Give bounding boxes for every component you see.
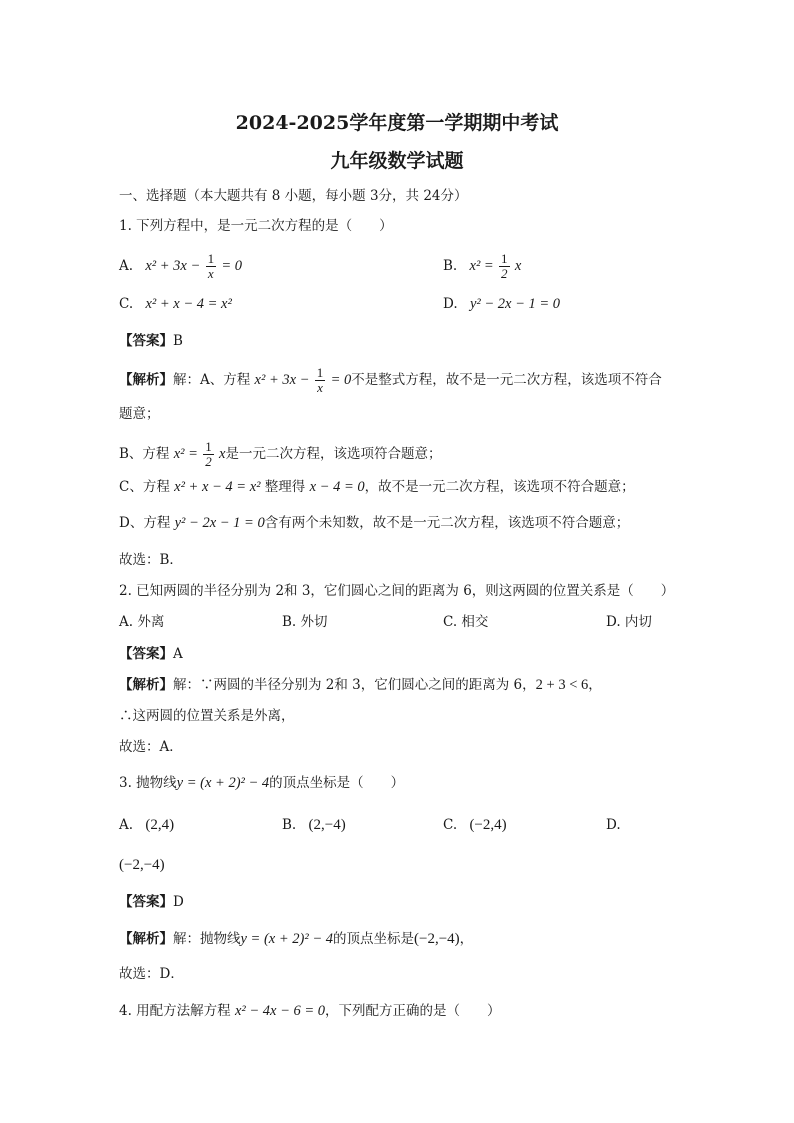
exam-title: 2024-2025学年度第一学期期中考试 [235,112,559,134]
q1-answer [119,331,183,351]
q2-analysis-line1: 【解析】解：∵两圆的半径分别为 2和 3，它们圆心之间的距离为 6，2 + 3 < 6， [119,677,602,693]
q1-option-b-fraction: $\frac{1}{2}$ [501,251,508,281]
q2-option-d: D. 内切 [606,614,652,630]
exam-subtitle: 九年级数学试题 [330,150,464,172]
q1-option-d-expr: y² − 2x − 1 = 0 [469,296,561,312]
q1-option-b [443,252,521,281]
q1-option-b-label: B. [443,258,458,274]
q1-analysis-b-fraction: $\frac{1}{2}$ [205,439,212,469]
analysis-tag: 【解析】 [119,372,173,388]
q1-analysis-d: D、方程 y² − 2x − 1 = 0含有两个未知数，故不是一元二次方程，该选项不符合题意； [119,515,630,531]
answer-value: A [173,646,183,662]
q2-option-a: A. 外离 [119,614,165,630]
q1-option-b-expr-right: x [514,258,522,274]
q1-option-a-expr-right: = 0 [221,258,243,274]
q4-stem: 4. 用配方法解方程 x² − 4x − 6 = 0，下列配方正确的是（ ） [119,1003,501,1019]
q3-stem: 3. 抛物线y = (x + 2)² − 4的顶点坐标是（ ） [119,775,405,791]
q1-conclusion: 故选：B． [119,552,183,568]
q1-option-a-label: A. [119,258,134,274]
q1-option-c-label: C. [119,296,134,312]
answer-tag: 【答案】 [119,333,173,349]
q3-conclusion: 故选：D． [119,966,184,982]
q2-option-c: C. 相交 [443,614,489,630]
answer-tag: 【答案】 [119,646,173,662]
answer-tag: 【答案】 [119,894,173,910]
q3-option-d: D. [606,817,621,833]
q1-analysis-a-fraction: $\frac{1}{x}$ [316,365,324,395]
answer-value: B [173,333,183,349]
q1-option-a [119,252,242,281]
q1-option-b-expr-left: x² = [469,258,494,274]
q3-option-a: A. (2,4) [119,817,175,833]
q3-analysis: 【解析】解：抛物线y = (x + 2)² − 4的顶点坐标是(−2,−4)， [119,931,474,947]
q1-option-d [443,294,560,314]
q1-analysis-c: C、方程 x² + x − 4 = x² 整理得 x − 4 = 0，故不是一元二次方程，该选项不符合题意； [119,479,635,495]
q1-stem: 1. 下列方程中，是一元二次方程的是（ ） [119,218,393,234]
q3-answer [119,892,184,912]
analysis-tag: 【解析】 [119,931,173,947]
q1-analysis-a-wrap: 题意； [119,406,160,422]
q3-option-b: B. (2,−4) [282,817,346,833]
q2-analysis-line2: ∴这两圆的位置关系是外离， [119,708,295,724]
q3-option-c: C. (−2,4) [443,817,507,833]
q1-analysis-b: B、方程 x² = $\frac{1}{2}$ x是一元二次方程，该选项符合题意； [119,439,442,469]
q1-option-d-label: D. [443,296,458,312]
q1-option-a-expr-left: x² + 3x − [145,258,201,274]
section-heading: 一、选择题（本大题共有 8 小题，每小题 3分，共 24分） [119,188,468,204]
q1-analysis-a: 【解析】解：A、方程 x² + 3x − $\frac{1}{x}$ = 0不是整式方程，故不是一元二次方程，该选项不符合 [119,365,662,395]
answer-value: D [173,894,184,910]
q2-answer [119,644,183,664]
q2-stem: 2. 已知两圆的半径分别为 2和 3，它们圆心之间的距离为 6，则这两圆的位置关系是（ ） [119,583,675,599]
q3-option-d-value: (−2,−4) [119,857,165,873]
q1-option-c-expr: x² + x − 4 = x² [145,296,232,312]
q1-option-c [119,294,232,314]
q2-option-b: B. 外切 [282,614,328,630]
q2-conclusion: 故选：A． [119,739,183,755]
q1-option-a-fraction: $\frac{1}{x}$ [207,251,215,281]
analysis-tag: 【解析】 [119,677,173,693]
